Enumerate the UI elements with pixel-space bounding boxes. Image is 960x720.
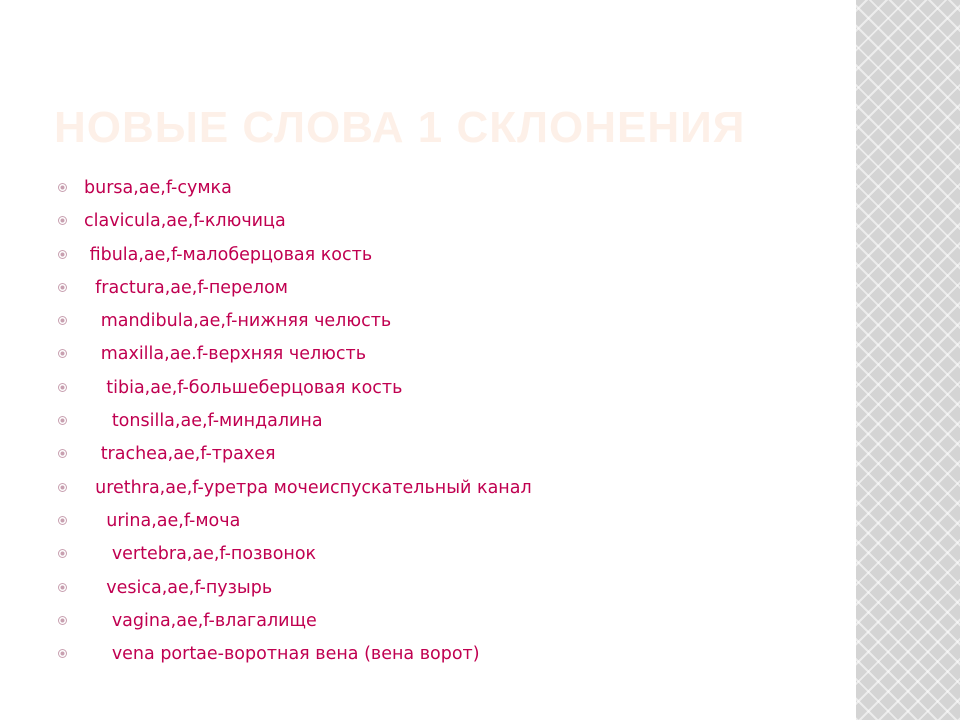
list-item-text: fibula,ae,f-малоберцовая кость [84,244,373,265]
list-item-text: vertebra,ae,f-позвонок [84,544,317,565]
list-item [58,372,848,405]
list-item [58,405,848,438]
list-item-text: maxilla,ae.f-верхняя челюсть [84,344,367,365]
list-item [58,172,848,205]
ring-bullet-icon [58,483,67,492]
ring-bullet-icon [58,250,67,259]
ring-bullet-icon [58,516,67,525]
list-item [58,572,848,605]
list-item [58,638,848,671]
list-item [58,205,848,238]
list-item [58,272,848,305]
side-pattern-decoration [856,0,960,720]
list-item-text: bursa,ae,f-сумка [84,178,232,198]
list-item [58,239,848,272]
slide-title: НОВЫЕ СЛОВА 1 СКЛОНЕНИЯ [54,103,746,152]
ring-bullet-icon [58,649,67,658]
ring-bullet-icon [58,316,67,325]
list-item [58,505,848,538]
list-item-text: vagina,ae,f-влагалище [84,610,317,631]
list-item [58,538,848,571]
list-item [58,605,848,638]
list-item-text: clavicula,ae,f-ключица [84,211,286,232]
ring-bullet-icon [58,549,67,558]
list-item-text: tibia,ae,f-большеберцовая кость [84,377,403,398]
list-item-text: vesica,ae,f-пузырь [84,577,273,598]
vocabulary-list [58,172,848,671]
ring-bullet-icon [58,449,67,458]
list-item-text: urina,ae,f-моча [84,510,241,531]
list-item-text: trachea,ae,f-трахея [84,444,276,465]
ring-bullet-icon [58,183,67,192]
list-item [58,338,848,371]
ring-bullet-icon [58,283,67,292]
ring-bullet-icon [58,616,67,625]
list-item [58,305,848,338]
ring-bullet-icon [58,583,67,592]
list-item-text: vena portae-воротная вена (вена ворот) [84,644,480,665]
ring-bullet-icon [58,216,67,225]
list-item-text: urethra,ae,f-уретра мочеиспускательный канал [84,477,532,498]
ring-bullet-icon [58,383,67,392]
list-item-text: fractura,ae,f-перелом [84,277,289,298]
list-item-text: mandibula,ae,f-нижняя челюсть [84,311,392,332]
list-item [58,472,848,505]
ring-bullet-icon [58,349,67,358]
list-item [58,438,848,471]
list-item-text: tonsilla,ae,f-миндалина [84,411,323,432]
ring-bullet-icon [58,416,67,425]
